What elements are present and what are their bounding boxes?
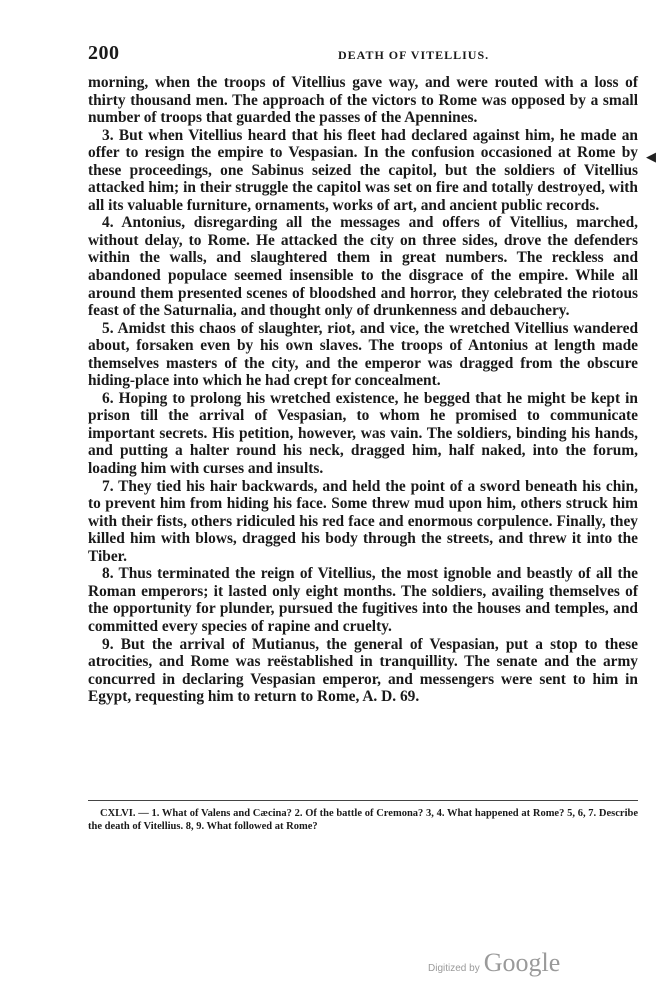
questions-text: CXLVI. — 1. What of Valens and Cæcina? 2. Of the battle of Cremona? 3, 4. What happened at Rome? 5, 6, 7. Describe the death of Vitellius. 8, 9. What followed at Rome? <box>88 808 638 832</box>
paragraph-8: 8. Thus terminated the reign of Vitellius, the most ignoble and beastly of all the Roman emperors; it lasted only eight months. The soldiers, availing themselves of the opportunity for plunder, pursued the fugitives into the houses and temples, and committed every species of rapine and cruelty. <box>88 565 638 635</box>
google-logo: Google <box>483 948 561 977</box>
page-number: 200 <box>88 42 120 64</box>
paragraph-4: 4. Antonius, disregarding all the messages and offers of Vitellius, marched, without delay, to Rome. He attacked the city on three sides, drove the defenders within the walls, and slaughtered them in great numbers. The reckless and abandoned populace seemed insensible to the disgrace of the empire. While all around them presented scenes of bloodshed and horror, they celebrated the riotous feast of the Saturnalia, and thought only of drunkenness and debauchery. <box>88 214 638 320</box>
digitized-watermark <box>428 948 560 978</box>
paragraph-7: 7. They tied his hair backwards, and held the point of a sword beneath his chin, to prevent him from hiding his face. Some threw mud upon him, others struck him with their fists, others ridiculed his red face and enormous corpulence. Finally, they killed him with blows, dragged his body through the streets, and threw it into the Tiber. <box>88 477 638 565</box>
watermark-prefix: Digitized by <box>428 963 480 974</box>
paragraph-continuation: morning, when the troops of Vitellius gave way, and were routed with a loss of thirty thousand men. The approach of the victors to Rome was opposed by a small number of troops that guarded the passes of the Apennines. <box>88 74 638 127</box>
study-questions <box>88 808 638 833</box>
footnote-divider <box>88 800 638 801</box>
running-head: DEATH OF VITELLIUS. <box>338 48 490 62</box>
margin-mark-arrow: ◀ <box>646 150 656 165</box>
paragraph-6: 6. Hoping to prolong his wretched existence, he begged that he might be kept in prison till the arrival of Vespasian, to whom he promised to communicate important secrets. His petition, however, was vain. The soldiers, binding his hands, and putting a halter round his neck, dragged him, half naked, into the forum, loading him with curses and insults. <box>88 389 638 478</box>
paragraph-3: 3. But when Vitellius heard that his fleet had declared against him, he made an offer to resign the empire to Vespasian. In the confusion occasioned at Rome by these proceedings, one Sabinus seized the capitol, but the soldiers of Vitellius attacked him; in their struggle the capitol was set on fire and totally destroyed, with all its valuable furniture, ornaments, works of art, and ancient public records. <box>88 126 638 214</box>
page-header <box>88 42 638 66</box>
paragraph-9: 9. But the arrival of Mutianus, the general of Vespasian, put a stop to these atrocities, and Rome was reëstablished in tranquillity. The senate and the army concurred in declaring Vespasian emperor, and messengers were sent to him in Egypt, requesting him to return to Rome, A. D. 69. <box>88 635 638 706</box>
paragraph-5: 5. Amidst this chaos of slaughter, riot, and vice, the wretched Vitellius wandered about, forsaken even by his own slaves. The troops of Antonius at length made themselves masters of the city, and the emperor was dragged from the obscure hiding-place into which he had crept for concealment. <box>88 319 638 390</box>
body-text <box>88 74 638 706</box>
